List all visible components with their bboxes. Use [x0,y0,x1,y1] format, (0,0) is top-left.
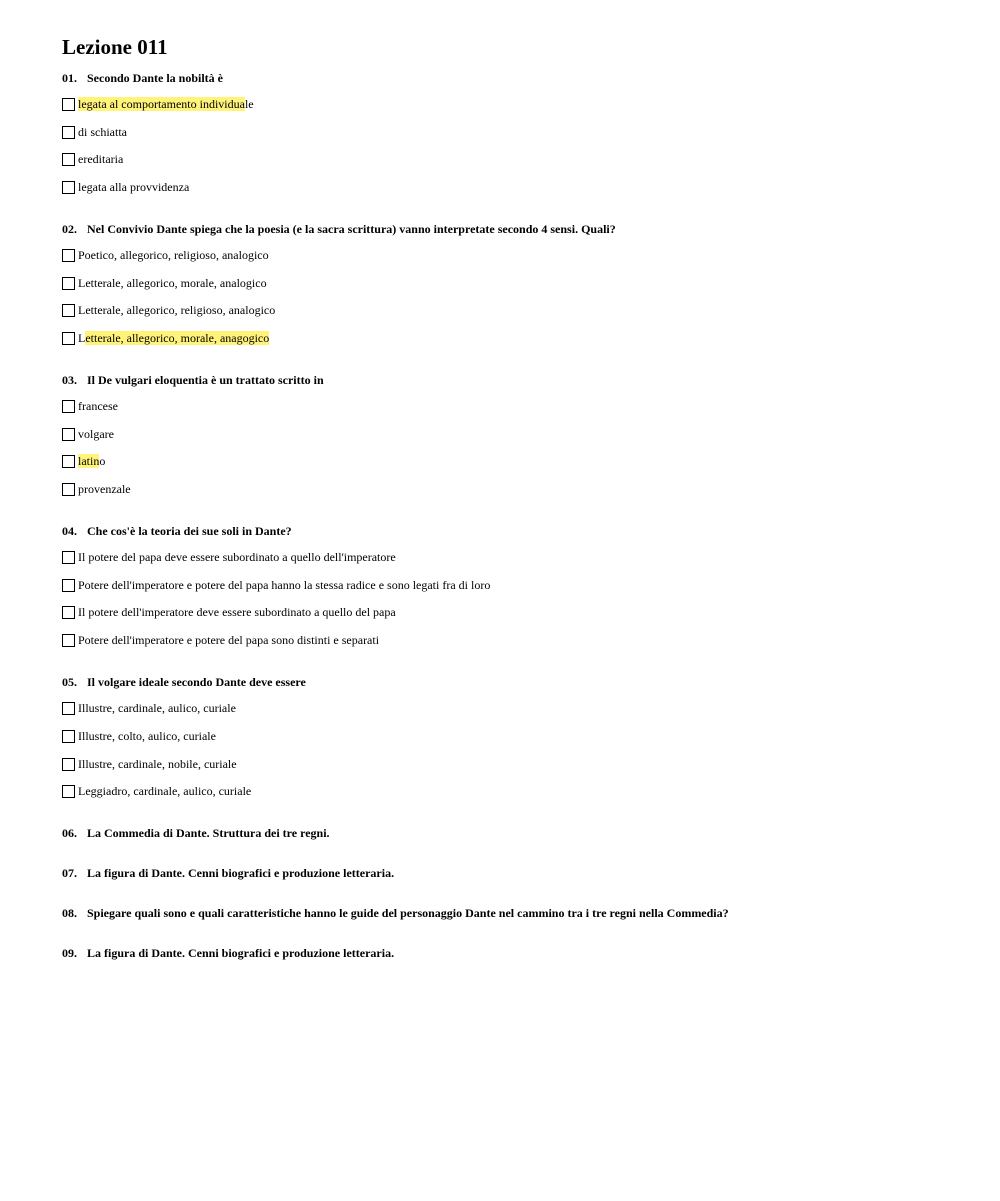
question-text: Nel Convivio Dante spiega che la poesia (e la sacra scrittura) vanno interpretate secondo 4 sensi. Quali? [87,222,616,236]
question-number: 08. [62,906,77,920]
question-text: Il volgare ideale secondo Dante deve essere [87,675,306,689]
question-text: La figura di Dante. Cenni biografici e produzione letteraria. [87,866,395,880]
checkbox[interactable] [62,579,75,592]
option-02-c [62,302,275,318]
question-text: La figura di Dante. Cenni biografici e produzione letteraria. [87,946,395,960]
option-01-d [62,179,189,195]
option-05-a [62,700,236,716]
question-text: Spiegare quali sono e quali caratteristiche hanno le guide del personaggio Dante nel cammino tra i tre regni nella Commedia? [87,906,729,920]
highlighted-answer: latin [78,454,100,468]
option-text: legata al comportamento individuale [78,97,254,111]
option-text: Letterale, allegorico, morale, anagogico [78,331,270,345]
option-text: Leggiadro, cardinale, aulico, curiale [78,784,252,798]
option-text: Letterale, allegorico, morale, analogico [78,276,267,290]
option-text: latino [78,454,106,468]
option-text: Il potere del papa deve essere subordinato a quello dell'imperatore [78,550,396,564]
option-02-d [62,330,269,346]
question-08 [62,905,729,921]
option-text: Illustre, colto, aulico, curiale [78,729,216,743]
question-text: Che cos'è la teoria dei sue soli in Dante? [87,524,292,538]
option-04-d [62,632,379,648]
checkbox[interactable] [62,551,75,564]
option-text: Il potere dell'imperatore deve essere subordinato a quello del papa [78,605,396,619]
option-text: francese [78,399,118,413]
checkbox[interactable] [62,98,75,111]
option-04-b [62,577,490,593]
option-03-a [62,398,118,414]
checkbox[interactable] [62,126,75,139]
question-number: 02. [62,222,77,236]
checkbox[interactable] [62,249,75,262]
question-number: 05. [62,675,77,689]
checkbox[interactable] [62,181,75,194]
option-03-c [62,453,105,469]
checkbox[interactable] [62,785,75,798]
checkbox[interactable] [62,304,75,317]
option-01-a [62,96,254,112]
highlighted-answer: etterale, allegorico, morale, anagogico [85,331,270,345]
option-03-d [62,481,131,497]
question-04 [62,523,292,539]
question-number: 04. [62,524,77,538]
option-02-b [62,275,267,291]
option-01-b [62,124,127,140]
checkbox[interactable] [62,277,75,290]
question-02 [62,221,616,237]
option-text: Potere dell'imperatore e potere del papa hanno la stessa radice e sono legati fra di loro [78,578,491,592]
checkbox[interactable] [62,634,75,647]
question-text: Il De vulgari eloquentia è un trattato scritto in [87,373,324,387]
option-04-a [62,549,396,565]
option-02-a [62,247,269,263]
option-text: Poetico, allegorico, religioso, analogico [78,248,269,262]
question-05 [62,674,306,690]
checkbox[interactable] [62,702,75,715]
lesson-title: Lezione 011 [62,35,168,59]
checkbox[interactable] [62,153,75,166]
question-01 [62,70,223,86]
option-text: Illustre, cardinale, aulico, curiale [78,701,236,715]
option-05-c [62,756,237,772]
option-text: legata alla provvidenza [78,180,190,194]
option-01-c [62,151,123,167]
checkbox[interactable] [62,758,75,771]
question-07 [62,865,394,881]
option-03-b [62,426,114,442]
question-06 [62,825,330,841]
question-03 [62,372,324,388]
option-text: volgare [78,427,114,441]
question-text: Secondo Dante la nobiltà è [87,71,224,85]
checkbox[interactable] [62,455,75,468]
question-number: 07. [62,866,77,880]
checkbox[interactable] [62,606,75,619]
question-number: 01. [62,71,77,85]
option-05-b [62,728,216,744]
checkbox[interactable] [62,730,75,743]
question-number: 09. [62,946,77,960]
option-text: ereditaria [78,152,124,166]
highlighted-answer: legata al comportamento individua [78,97,245,111]
checkbox[interactable] [62,483,75,496]
option-text: provenzale [78,482,131,496]
option-text: di schiatta [78,125,127,139]
checkbox[interactable] [62,332,75,345]
question-09 [62,945,394,961]
question-number: 06. [62,826,77,840]
option-text: Illustre, cardinale, nobile, curiale [78,757,237,771]
question-number: 03. [62,373,77,387]
checkbox[interactable] [62,400,75,413]
option-text: Letterale, allegorico, religioso, analogico [78,303,276,317]
option-text: Potere dell'imperatore e potere del papa sono distinti e separati [78,633,380,647]
option-04-c [62,604,396,620]
option-05-d [62,783,251,799]
checkbox[interactable] [62,428,75,441]
question-text: La Commedia di Dante. Struttura dei tre regni. [87,826,330,840]
